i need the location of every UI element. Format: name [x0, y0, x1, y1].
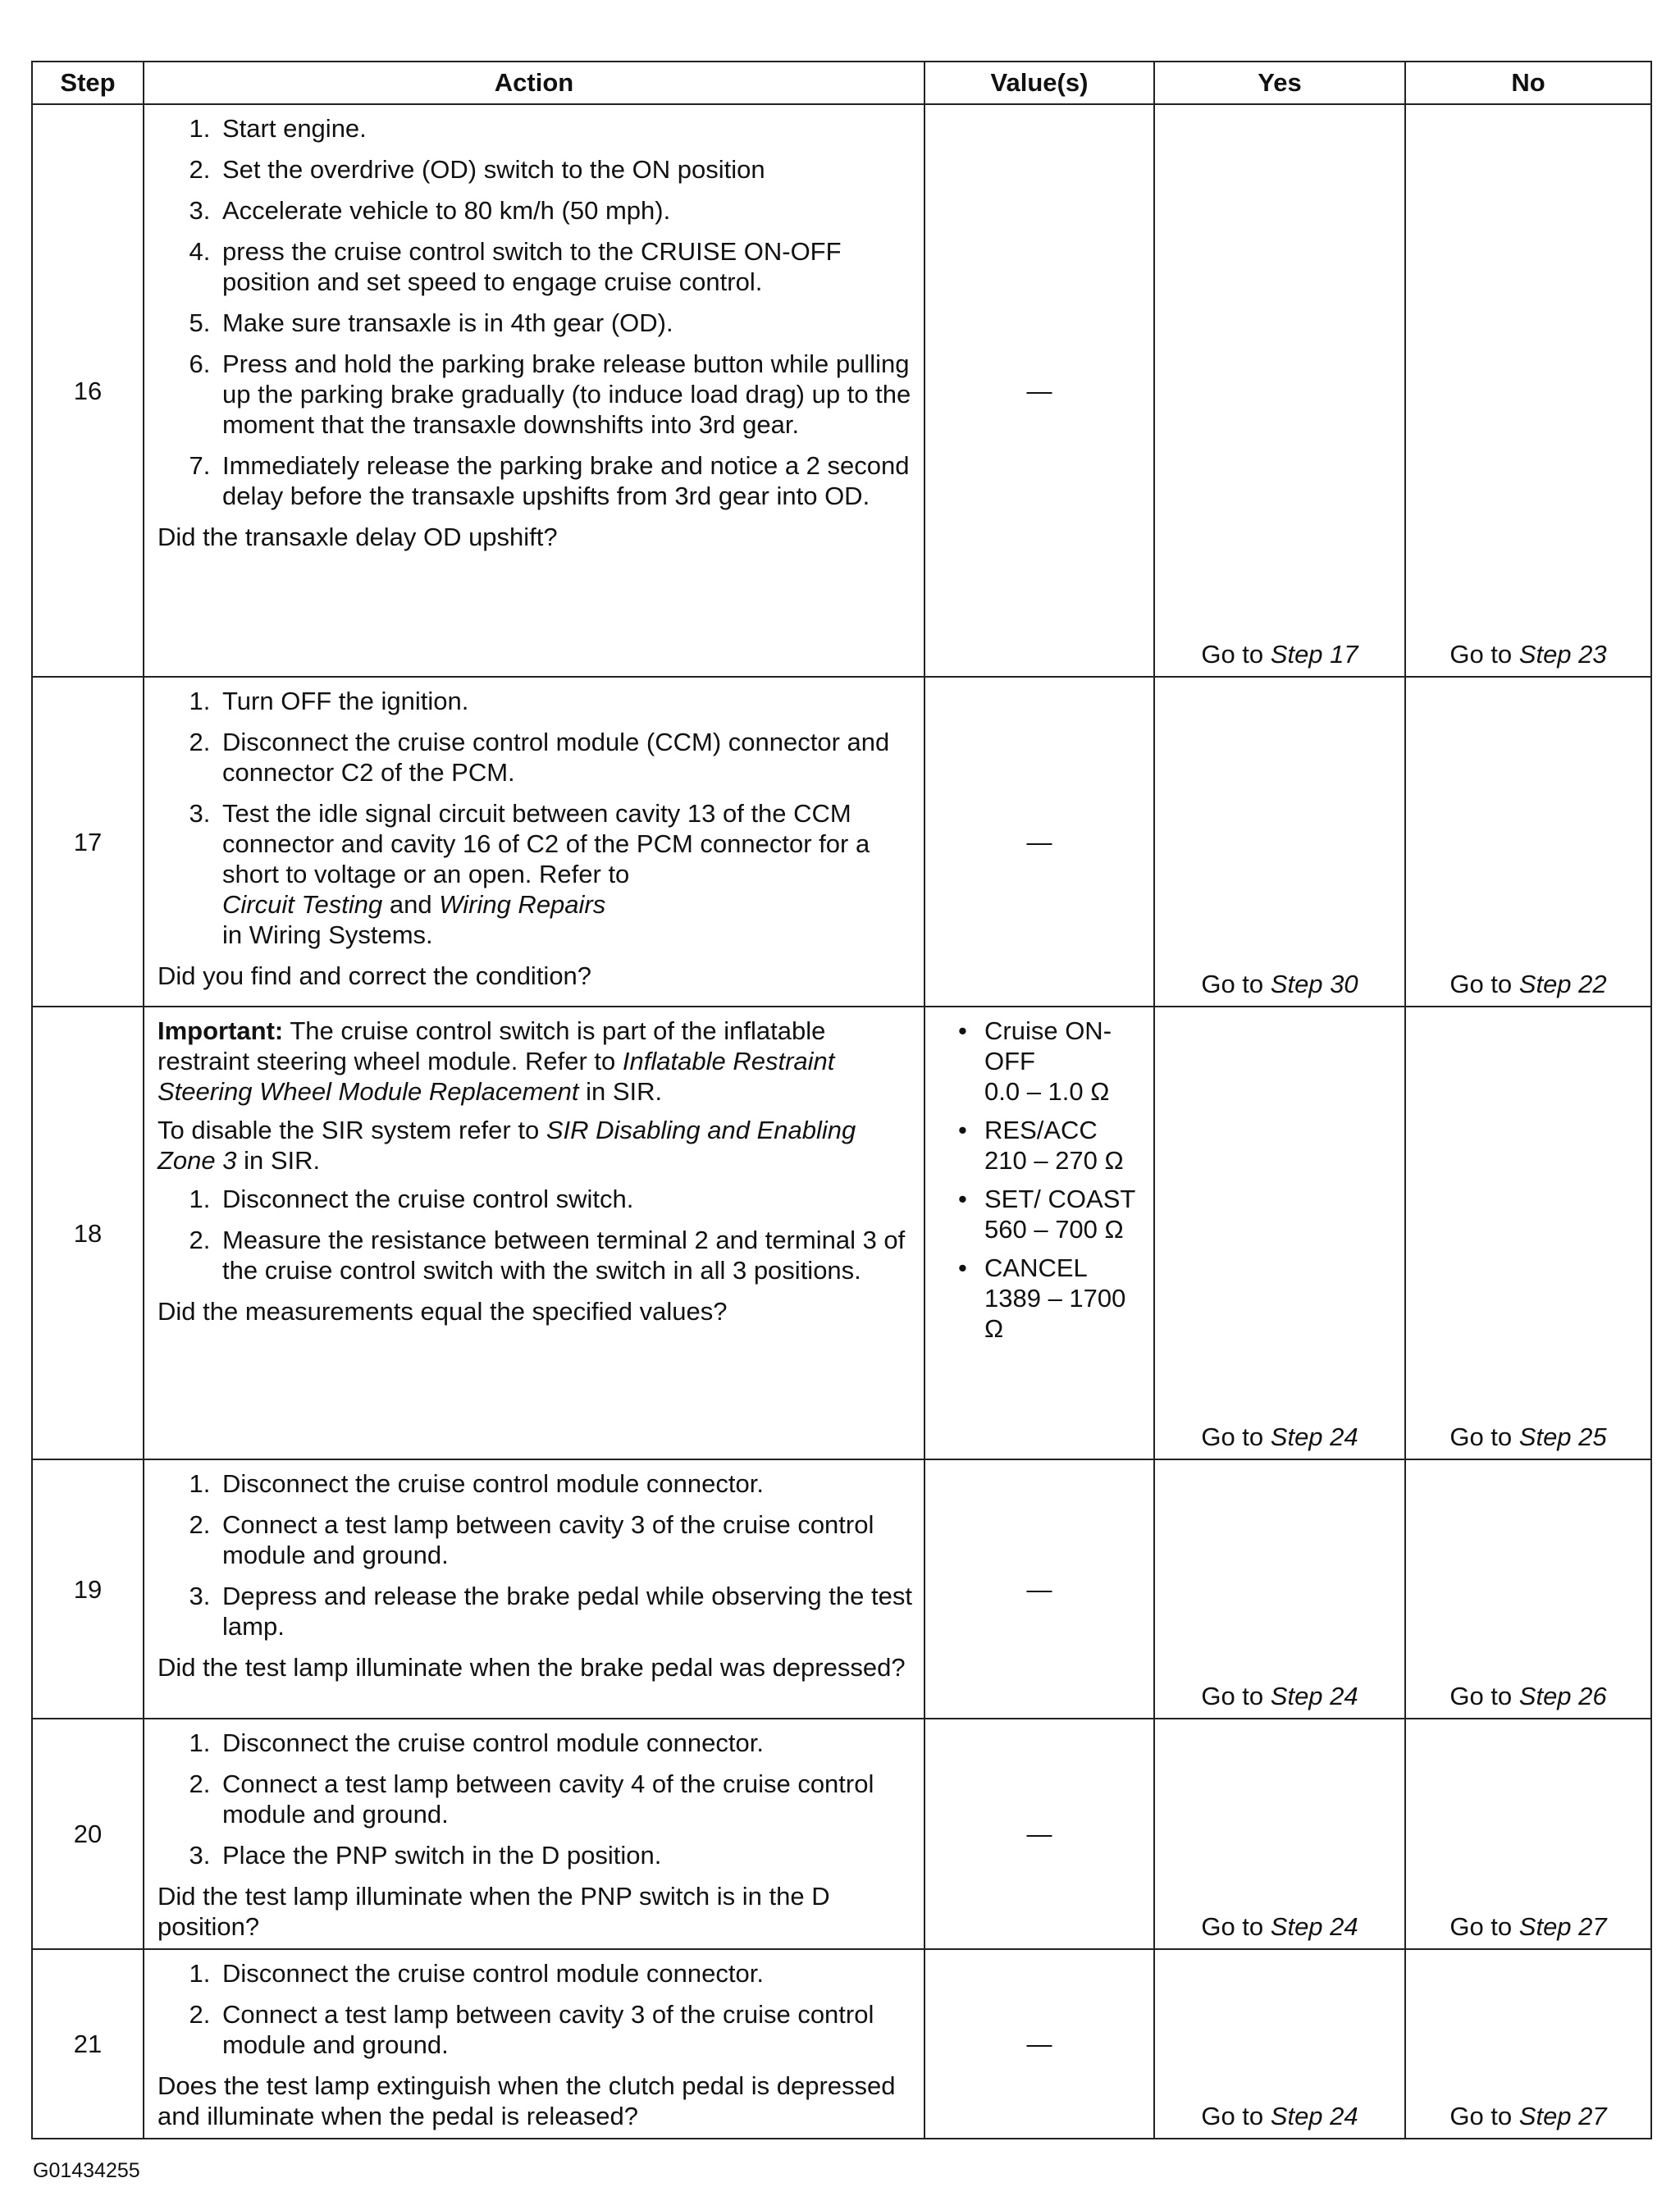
no-cell	[1405, 1459, 1651, 1719]
goto-prefix: Go to	[1449, 1422, 1513, 1451]
list-item: 4. press the cruise control switch to the CRUISE ON-OFF position and set speed to engage cruise control.	[217, 236, 912, 297]
value-range: 210 – 270 Ω	[984, 1146, 1124, 1175]
value-cell: —	[924, 1719, 1154, 1949]
procedure-list	[158, 113, 912, 511]
list-item: 3. Place the PNP switch in the D position.	[217, 1840, 912, 1870]
step-link[interactable]: Step 24	[1270, 1422, 1358, 1451]
table-header-row	[32, 62, 1651, 104]
question: Did the measurements equal the specified values?	[158, 1297, 728, 1326]
value-cell: —	[924, 1949, 1154, 2139]
list-item: 1. Turn OFF the ignition.	[217, 686, 912, 716]
question: Did you find and correct the condition?	[158, 961, 592, 990]
list-item: 2. Measure the resistance between terminal 2 and terminal 3 of the cruise control switch with the switch in all 3 positions.	[217, 1225, 912, 1285]
yes-cell	[1154, 104, 1405, 677]
resistance-values	[958, 1016, 1147, 1344]
step-link[interactable]: Step 30	[1270, 970, 1358, 998]
yes-cell	[1154, 677, 1405, 1007]
question: Did the test lamp illuminate when the PNP switch is in the D position?	[158, 1882, 830, 1941]
step-link[interactable]: Step 23	[1518, 640, 1607, 669]
list-item: 1. Disconnect the cruise control module connector.	[217, 1958, 912, 1989]
value-cell: —	[924, 677, 1154, 1007]
value-label: RES/ACC	[984, 1116, 1098, 1144]
note-text: The cruise control switch is part of the inflatable restraint steering wheel module. Refer to	[158, 1016, 826, 1075]
procedure-list	[158, 1468, 912, 1642]
procedure-list	[158, 1184, 912, 1285]
question: Does the test lamp extinguish when the clutch pedal is depressed and illuminate when the pedal is released?	[158, 2071, 896, 2130]
goto-prefix: Go to	[1449, 1682, 1513, 1710]
reference-link[interactable]: SIR Disabling and Enabling Zone 3	[158, 1116, 856, 1175]
list-item: 2. Set the overdrive (OD) switch to the ON position	[217, 154, 912, 185]
no-cell	[1405, 1007, 1651, 1459]
list-item	[217, 798, 912, 950]
reference-link[interactable]: Wiring Repairs	[439, 890, 606, 919]
diagnostic-table	[31, 61, 1652, 2139]
list-item: 2. Connect a test lamp between cavity 3 of the cruise control module and ground.	[217, 1999, 912, 2060]
action-cell	[144, 1459, 924, 1719]
step-link[interactable]: Step 26	[1518, 1682, 1607, 1710]
important-note	[158, 1016, 912, 1107]
goto-prefix: Go to	[1201, 1682, 1264, 1710]
list-item: 1. Disconnect the cruise control module connector.	[217, 1468, 912, 1499]
header-values: Value(s)	[924, 62, 1154, 104]
header-action: Action	[144, 62, 924, 104]
step-link[interactable]: Step 24	[1270, 2102, 1358, 2130]
value-label: SET/ COAST	[984, 1185, 1136, 1213]
value-label: CANCEL	[984, 1253, 1088, 1282]
goto-prefix: Go to	[1449, 640, 1513, 669]
value-range: 1389 – 1700 Ω	[984, 1284, 1126, 1343]
step-link[interactable]: Step 22	[1518, 970, 1607, 998]
goto-prefix: Go to	[1201, 1422, 1264, 1451]
table-row	[32, 1007, 1651, 1459]
action-cell	[144, 1719, 924, 1949]
step-link[interactable]: Step 24	[1270, 1912, 1358, 1941]
list-item: 2. Connect a test lamp between cavity 4 of the cruise control module and ground.	[217, 1769, 912, 1829]
step-number: 21	[32, 1949, 144, 2139]
list-item: 6. Press and hold the parking brake release button while pulling up the parking brake gradually (to induce load drag) up to the moment that the transaxle downshifts into 3rd gear.	[217, 349, 912, 440]
yes-cell	[1154, 1949, 1405, 2139]
step-link[interactable]: Step 24	[1270, 1682, 1358, 1710]
table-row	[32, 1459, 1651, 1719]
goto-prefix: Go to	[1449, 2102, 1513, 2130]
list-item: 3. Accelerate vehicle to 80 km/h (50 mph).	[217, 195, 912, 226]
list-item	[958, 1016, 1147, 1107]
table-row	[32, 1719, 1651, 1949]
yes-cell	[1154, 1459, 1405, 1719]
step-number: 18	[32, 1007, 144, 1459]
list-item: 1. Disconnect the cruise control module connector.	[217, 1728, 912, 1758]
value-range: 560 – 700 Ω	[984, 1215, 1124, 1244]
list-item: 5. Make sure transaxle is in 4th gear (OD).	[217, 308, 912, 338]
procedure-list	[158, 1958, 912, 2060]
step-number: 19	[32, 1459, 144, 1719]
goto-prefix: Go to	[1449, 1912, 1513, 1941]
goto-prefix: Go to	[1201, 1912, 1264, 1941]
question: Did the test lamp illuminate when the brake pedal was depressed?	[158, 1653, 906, 1682]
value-range: 0.0 – 1.0 Ω	[984, 1077, 1110, 1106]
figure-id: G01434255	[33, 2159, 140, 2182]
step-link[interactable]: Step 17	[1270, 640, 1358, 669]
no-cell	[1405, 677, 1651, 1007]
header-step: Step	[32, 62, 144, 104]
step-number: 17	[32, 677, 144, 1007]
no-cell	[1405, 1719, 1651, 1949]
step-text: Test the idle signal circuit between cavity 13 of the CCM connector and cavity 16 of C2 of the PCM connector for a short to voltage or an open. Refer to	[222, 799, 870, 888]
list-item	[958, 1253, 1147, 1344]
list-item: 2. Connect a test lamp between cavity 3 of the cruise control module and ground.	[217, 1509, 912, 1570]
header-no: No	[1405, 62, 1651, 104]
action-cell	[144, 104, 924, 677]
list-item: 2. Disconnect the cruise control module (CCM) connector and connector C2 of the PCM.	[217, 727, 912, 788]
reference-link[interactable]: Circuit Testing	[222, 890, 383, 919]
action-cell	[144, 1007, 924, 1459]
step-number: 16	[32, 104, 144, 677]
procedure-list	[158, 1728, 912, 1870]
disable-note	[158, 1115, 912, 1176]
goto-prefix: Go to	[1449, 970, 1513, 998]
step-link[interactable]: Step 27	[1518, 1912, 1607, 1941]
step-number: 20	[32, 1719, 144, 1949]
list-item: 1. Start engine.	[217, 113, 912, 144]
goto-prefix: Go to	[1201, 970, 1264, 998]
list-item: 3. Depress and release the brake pedal while observing the test lamp.	[217, 1581, 912, 1642]
goto-prefix: Go to	[1201, 2102, 1264, 2130]
table-row	[32, 677, 1651, 1007]
list-item: 1. Disconnect the cruise control switch.	[217, 1184, 912, 1214]
list-item	[958, 1184, 1147, 1244]
value-label: Cruise ON-OFF	[984, 1016, 1112, 1075]
list-item	[958, 1115, 1147, 1176]
reference-link[interactable]: Inflatable Restraint Steering Wheel Module Replacement	[158, 1047, 835, 1106]
no-cell	[1405, 104, 1651, 677]
note-text: in SIR.	[586, 1077, 663, 1106]
step-text: in Wiring Systems.	[222, 920, 433, 949]
step-text: and	[389, 890, 432, 919]
note-text: in SIR.	[244, 1146, 321, 1175]
step-link[interactable]: Step 27	[1518, 2102, 1607, 2130]
note-text: To disable the SIR system refer to	[158, 1116, 540, 1144]
action-cell	[144, 1949, 924, 2139]
goto-prefix: Go to	[1201, 640, 1264, 669]
value-cell: —	[924, 104, 1154, 677]
value-cell: —	[924, 1459, 1154, 1719]
step-link[interactable]: Step 25	[1518, 1422, 1607, 1451]
table-row	[32, 104, 1651, 677]
table-row	[32, 1949, 1651, 2139]
important-label: Important:	[158, 1016, 284, 1045]
yes-cell	[1154, 1719, 1405, 1949]
list-item: 7. Immediately release the parking brake and notice a 2 second delay before the transaxle upshifts from 3rd gear into OD.	[217, 450, 912, 511]
no-cell	[1405, 1949, 1651, 2139]
question: Did the transaxle delay OD upshift?	[158, 523, 558, 551]
header-yes: Yes	[1154, 62, 1405, 104]
yes-cell	[1154, 1007, 1405, 1459]
procedure-list	[158, 686, 912, 950]
value-cell	[924, 1007, 1154, 1459]
action-cell	[144, 677, 924, 1007]
